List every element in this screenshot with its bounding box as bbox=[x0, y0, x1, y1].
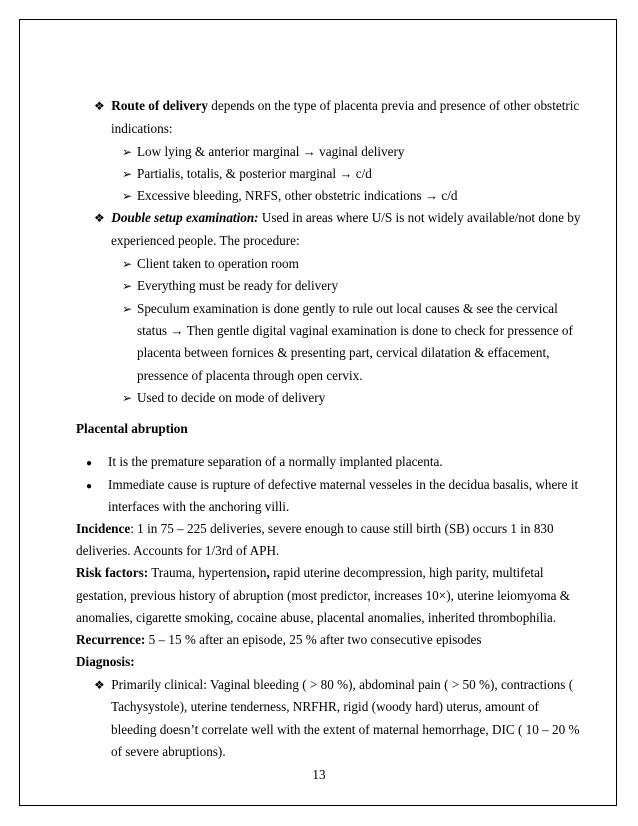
diamond-bullet-icon: ❖ bbox=[94, 99, 105, 113]
route-item-text: Partialis, totalis, & posterior marginal → c/d bbox=[137, 166, 372, 181]
double-setup-item-2 bbox=[122, 278, 338, 294]
double-setup-item-text: Client taken to operation room bbox=[137, 256, 299, 271]
arrow-bullet-icon: ➢ bbox=[122, 302, 133, 316]
risk-factors-line-1 bbox=[76, 565, 544, 581]
risk-factors-line-2: gestation, previous history of abruption (most predictor, increases 10×), uterine leiomyoma & bbox=[76, 588, 570, 603]
diagnosis-line-1 bbox=[94, 677, 573, 693]
arrow-bullet-icon: ➢ bbox=[122, 279, 133, 293]
incidence-text: : 1 in 75 – 225 deliveries, severe enough to cause still birth (SB) occurs 1 in 830 bbox=[130, 521, 554, 536]
double-setup-item-4 bbox=[122, 390, 325, 406]
recurrence-text: 5 – 15 % after an episode, 25 % after two consecutive episodes bbox=[145, 632, 482, 647]
risk-factors-line-3: anomalies, cigarette smoking, cocaine abuse, placental anomalies, inherited thrombophilia. bbox=[76, 610, 557, 625]
route-of-delivery-text: depends on the type of placenta previa and presence of other obstetric bbox=[207, 98, 580, 113]
risk-factors-text: Trauma, hypertension bbox=[148, 565, 267, 580]
diamond-bullet-icon: ❖ bbox=[94, 678, 105, 692]
double-setup-heading: Double setup examination: bbox=[111, 210, 259, 225]
diagnosis-line-2: Tachysystole), uterine tenderness, NRFHR, rigid (woody hard) uterus, amount of bbox=[111, 699, 539, 714]
diagnosis-line-3: bleeding doesn’t correlate well with the extent of maternal hemorrhage, DIC ( 10 – 20 % bbox=[111, 722, 580, 737]
arrow-bullet-icon: ➢ bbox=[122, 145, 133, 159]
route-item-2 bbox=[122, 166, 372, 182]
arrow-bullet-icon: ➢ bbox=[122, 167, 133, 181]
diagnosis-text: Primarily clinical: Vaginal bleeding ( > 80 %), abdominal pain ( > 50 %), contractions ( bbox=[111, 677, 574, 692]
risk-factors-comma: , bbox=[266, 565, 270, 580]
dot-bullet-icon: ● bbox=[86, 458, 93, 469]
double-setup-item-3 bbox=[122, 301, 558, 317]
double-setup-item-3-cont-2: placenta between fornices & presenting part, cervical dilatation & effacement, bbox=[137, 345, 550, 360]
route-item-text: Low lying & anterior marginal → vaginal delivery bbox=[137, 144, 405, 159]
route-of-delivery-line-1 bbox=[94, 98, 579, 114]
double-setup-line-2: experienced people. The procedure: bbox=[111, 233, 300, 248]
incidence-line-1 bbox=[76, 521, 554, 537]
page-number: 13 bbox=[312, 767, 326, 782]
placental-abruption-title bbox=[76, 421, 188, 437]
double-setup-item-1 bbox=[122, 256, 299, 272]
route-item-3 bbox=[122, 188, 457, 204]
double-setup-item-text: Used to decide on mode of delivery bbox=[137, 390, 326, 405]
diagnosis-label bbox=[76, 654, 135, 670]
abruption-bullet-text: Immediate cause is rupture of defective maternal vesseles in the decidua basalis, where it bbox=[108, 477, 579, 492]
arrow-bullet-icon: ➢ bbox=[122, 391, 133, 405]
double-setup-item-3-cont-3: pressence of placenta through open cervix. bbox=[137, 368, 363, 383]
route-of-delivery-line-2: indications: bbox=[111, 121, 173, 136]
arrow-bullet-icon: ➢ bbox=[122, 189, 133, 203]
abruption-bullet-2 bbox=[86, 477, 578, 495]
risk-factors-label: Risk factors: bbox=[76, 565, 149, 580]
route-item-1 bbox=[122, 144, 404, 160]
double-setup-text: Used in areas where U/S is not widely available/not done by bbox=[258, 210, 581, 225]
abruption-bullet-2-cont: interfaces with the anchoring villi. bbox=[108, 499, 290, 514]
recurrence-label: Recurrence: bbox=[76, 632, 146, 647]
double-setup-item-3-cont-1: status → Then gentle digital vaginal examination is done to check for pressence of bbox=[137, 323, 573, 338]
abruption-bullet-text: It is the premature separation of a normally implanted placenta. bbox=[108, 454, 443, 469]
dot-bullet-icon: ● bbox=[86, 481, 93, 492]
route-of-delivery-heading: Route of delivery bbox=[111, 98, 208, 113]
diagnosis-line-4: of severe abruptions). bbox=[111, 744, 226, 759]
abruption-bullet-1 bbox=[86, 454, 443, 472]
risk-factors-text: rapid uterine decompression, high parity, multifetal bbox=[269, 565, 544, 580]
diamond-bullet-icon: ❖ bbox=[94, 211, 105, 225]
diagnosis-heading: Diagnosis: bbox=[76, 654, 135, 669]
incidence-line-2: deliveries. Accounts for 1/3rd of APH. bbox=[76, 543, 280, 558]
double-setup-item-text: Everything must be ready for delivery bbox=[137, 278, 339, 293]
double-setup-item-text: Speculum examination is done gently to rule out local causes & see the cervical bbox=[137, 301, 558, 316]
route-item-text: Excessive bleeding, NRFS, other obstetric indications → c/d bbox=[137, 188, 458, 203]
incidence-label: Incidence bbox=[76, 521, 131, 536]
recurrence-line bbox=[76, 632, 482, 648]
arrow-bullet-icon: ➢ bbox=[122, 257, 133, 271]
double-setup-line-1 bbox=[94, 210, 581, 226]
section-title: Placental abruption bbox=[76, 421, 188, 436]
